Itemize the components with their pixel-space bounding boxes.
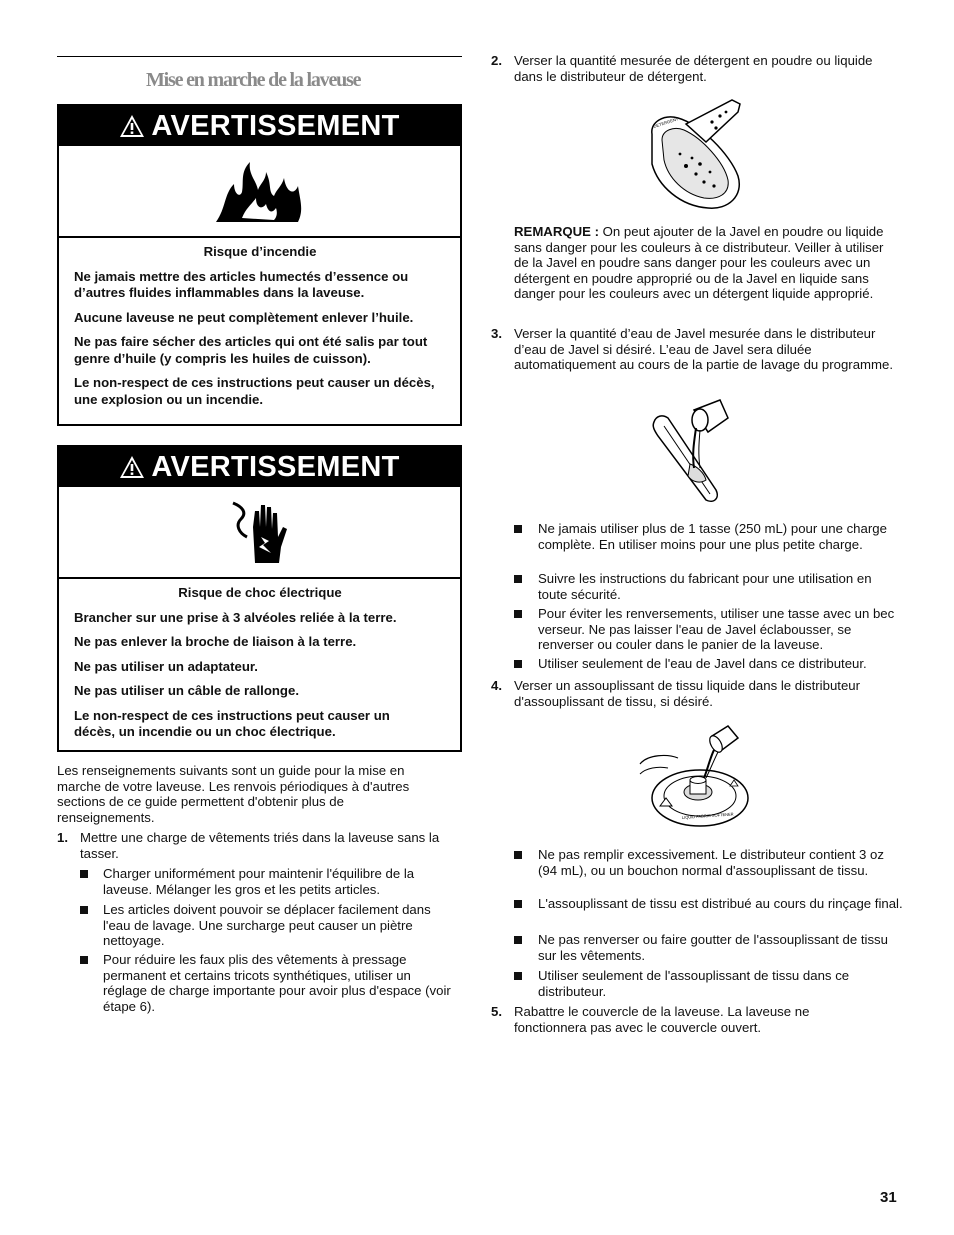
warning-header [59, 447, 460, 487]
electric-icon-area [59, 487, 460, 579]
bullet-icon [514, 851, 522, 859]
warning-line: Ne pas enlever la broche de liaison à la terre. [74, 634, 357, 649]
illustration-label: LIQUID FABRIC SOFTENER [681, 811, 734, 820]
list-item: Utiliser seulement de l'eau de Javel dans ce distributeur. [538, 656, 867, 671]
bullet-icon [514, 525, 522, 533]
step-text: Verser la quantité d’eau de Javel mesurée dans le distributeur d’eau de Javel si désiré. L’eau de Javel sera diluée automatiquement au cours de la partie de lavage du programme. [514, 326, 893, 373]
bullet-icon [514, 575, 522, 583]
illustration-label: DETERGENT [652, 116, 679, 129]
top-rule [57, 56, 462, 57]
fire-warning-text [59, 238, 460, 426]
note-paragraph [514, 224, 899, 302]
list-item: L'assouplissant de tissu est distribué au cours du rinçage final. [538, 896, 903, 911]
warning-line: Ne pas utiliser un adaptateur. [74, 658, 258, 674]
fire-icon [212, 156, 308, 226]
bullet-icon [80, 906, 88, 914]
list-item: Ne pas remplir excessivement. Le distributeur contient 3 oz (94 mL), ou un bouchon normal d'assouplissant de tissu. [538, 847, 884, 878]
warning-triangle-icon [119, 114, 145, 138]
step-number: 3. [491, 326, 502, 341]
bullet-icon [514, 900, 522, 908]
fabric-softener-dispenser-illustration [638, 724, 752, 832]
warning-triangle-icon [119, 455, 145, 479]
electric-warning-text [59, 579, 460, 759]
step-text: Verser la quantité mesurée de détergent en poudre ou liquide dans le distributeur de détergent. [514, 53, 873, 84]
step-number: 4. [491, 678, 502, 693]
note-text: On peut ajouter de la Javel en poudre ou liquide sans danger pour les couleurs à ce distributeur. Veiller à utiliser de la Javel en poudre sans danger pour les couleurs avec un détergent en poudre approprié ou de la Javel en liquide sans danger pour les couleurs avec un détergent liquide approprié. [514, 224, 884, 302]
bullet-icon [514, 936, 522, 944]
warning-line: Le non-respect de ces instructions peut causer un décès, une explosion ou un incendie. [74, 375, 435, 407]
warning-title: Risque de choc électrique [178, 585, 342, 600]
step-number: 1. [57, 830, 68, 845]
fire-icon-area [59, 146, 460, 238]
detergent-dispenser-illustration [640, 94, 750, 214]
note-label: REMARQUE : [514, 224, 599, 239]
warning-line: Brancher sur une prise à 3 alvéoles reliée à la terre. [74, 609, 397, 625]
warning-line: Le non-respect de ces instructions peut causer un décès, un incendie ou un choc électrique. [74, 707, 390, 739]
bleach-dispenser-illustration [650, 396, 740, 508]
list-item: Ne pas renverser ou faire goutter de l'assouplissant de tissu sur les vêtements. [538, 932, 888, 963]
step-text: Verser un assouplissant de tissu liquide dans le distributeur d'assouplissant de tissu, si désiré. [514, 678, 861, 709]
warning-header [59, 106, 460, 146]
bullet-icon [514, 660, 522, 668]
fire-warning-box [57, 104, 462, 426]
bullet-icon [80, 870, 88, 878]
list-item: Pour réduire les faux plis des vêtements à pressage permanent et certains tricots synthétiques, utiliser un réglage de charge importante pour avoir plus d'espace (voir étape 6). [103, 952, 451, 1014]
list-item: Suivre les instructions du fabricant pour une utilisation en toute sécurité. [538, 571, 872, 602]
step-number: 2. [491, 53, 502, 68]
step-text: Mettre une charge de vêtements triés dans la laveuse sans la tasser. [80, 830, 440, 861]
warning-heading: AVERTISSEMENT [151, 450, 400, 483]
bullet-icon [514, 972, 522, 980]
section-title: Mise en marche de la laveuse [146, 69, 361, 91]
list-item: Pour éviter les renversements, utiliser une tasse avec un bec verseur. Ne pas laisser l'eau de Javel éclabousser, se renverser ou couler dans le panier de la laveuse. [538, 606, 895, 653]
step-text: Rabattre le couvercle de la laveuse. La laveuse ne fonctionnera pas avec le couvercle ouvert. [514, 1004, 810, 1035]
page-number: 31 [880, 1189, 897, 1206]
intro-paragraph: Les renseignements suivants sont un guide pour la mise en marche de votre laveuse. Les renvois périodiques à d'autres sections de ce guide permettent d'obtenir plus de renseignements. [57, 763, 410, 825]
electric-warning-box [57, 445, 462, 752]
warning-line: Ne pas faire sécher des articles qui ont été salis par tout genre d’huile (y compris les huiles de cuisson). [74, 334, 428, 366]
list-item: Ne jamais utiliser plus de 1 tasse (250 mL) pour une charge complète. En utiliser moins pour une plus petite charge. [538, 521, 887, 552]
bullet-icon [80, 956, 88, 964]
list-item: Charger uniformément pour maintenir l'équilibre de la laveuse. Mélanger les gros et les petits articles. [103, 866, 415, 897]
electric-shock-icon [225, 497, 295, 567]
warning-title: Risque d’incendie [203, 244, 317, 259]
list-item: Les articles doivent pouvoir se déplacer facilement dans l'eau de lavage. Une surcharge peut causer un piètre nettoyage. [103, 902, 431, 949]
warning-line: Ne pas utiliser un câble de rallonge. [74, 683, 299, 698]
list-item: Utiliser seulement de l'assouplissant de tissu dans ce distributeur. [538, 968, 850, 999]
warning-line: Aucune laveuse ne peut complètement enlever l’huile. [74, 309, 414, 325]
bullet-icon [514, 610, 522, 618]
warning-heading: AVERTISSEMENT [151, 109, 400, 142]
step-number: 5. [491, 1004, 502, 1019]
warning-line: Ne jamais mettre des articles humectés d’essence ou d’autres fluides inflammables dans la laveuse. [74, 268, 409, 300]
